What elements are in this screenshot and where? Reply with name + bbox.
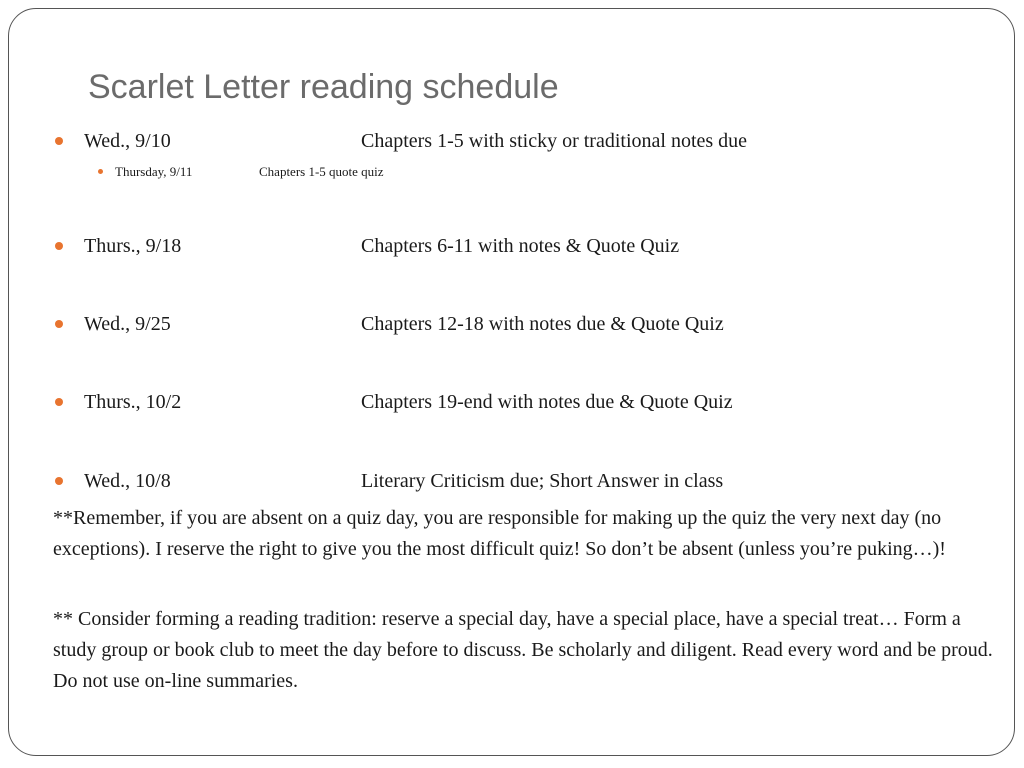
schedule-date: Thurs., 9/18 xyxy=(84,235,182,257)
bullet-icon xyxy=(55,320,63,328)
bullet-icon xyxy=(55,477,63,485)
slide-title: Scarlet Letter reading schedule xyxy=(88,68,559,106)
schedule-description: Chapters 6-11 with notes & Quote Quiz xyxy=(361,235,680,257)
bullet-icon xyxy=(98,169,103,174)
bullet-icon xyxy=(55,398,63,406)
schedule-description: Chapters 1-5 quote quiz xyxy=(259,164,384,179)
schedule-date: Wed., 9/25 xyxy=(84,313,171,335)
schedule-date: Thursday, 9/11 xyxy=(115,164,193,179)
slide xyxy=(8,8,1015,756)
schedule-description: Chapters 19-end with notes due & Quote Quiz xyxy=(361,391,733,413)
reading-tradition-note: ** Consider forming a reading tradition: reserve a special day, have a special place, have a special treat… Form a study group or book club to meet the day before to discuss. Be scholarly and diligent. Read every word and be proud. Do not use on-line summaries. xyxy=(53,608,993,692)
schedule-date: Wed., 10/8 xyxy=(84,470,171,492)
bullet-icon xyxy=(55,242,63,250)
schedule-description: Chapters 1-5 with sticky or traditional notes due xyxy=(361,130,748,152)
absence-note: **Remember, if you are absent on a quiz day, you are responsible for making up the quiz the very next day (no exceptions). I reserve the right to give you the most difficult quiz! So don’t be absent (unless you’re puking…)! xyxy=(53,507,946,560)
schedule-description: Chapters 12-18 with notes due & Quote Quiz xyxy=(361,313,724,335)
schedule-description: Literary Criticism due; Short Answer in class xyxy=(361,470,724,492)
schedule-date: Thurs., 10/2 xyxy=(84,391,182,413)
bullet-icon xyxy=(55,137,63,145)
schedule-date: Wed., 9/10 xyxy=(84,130,171,152)
